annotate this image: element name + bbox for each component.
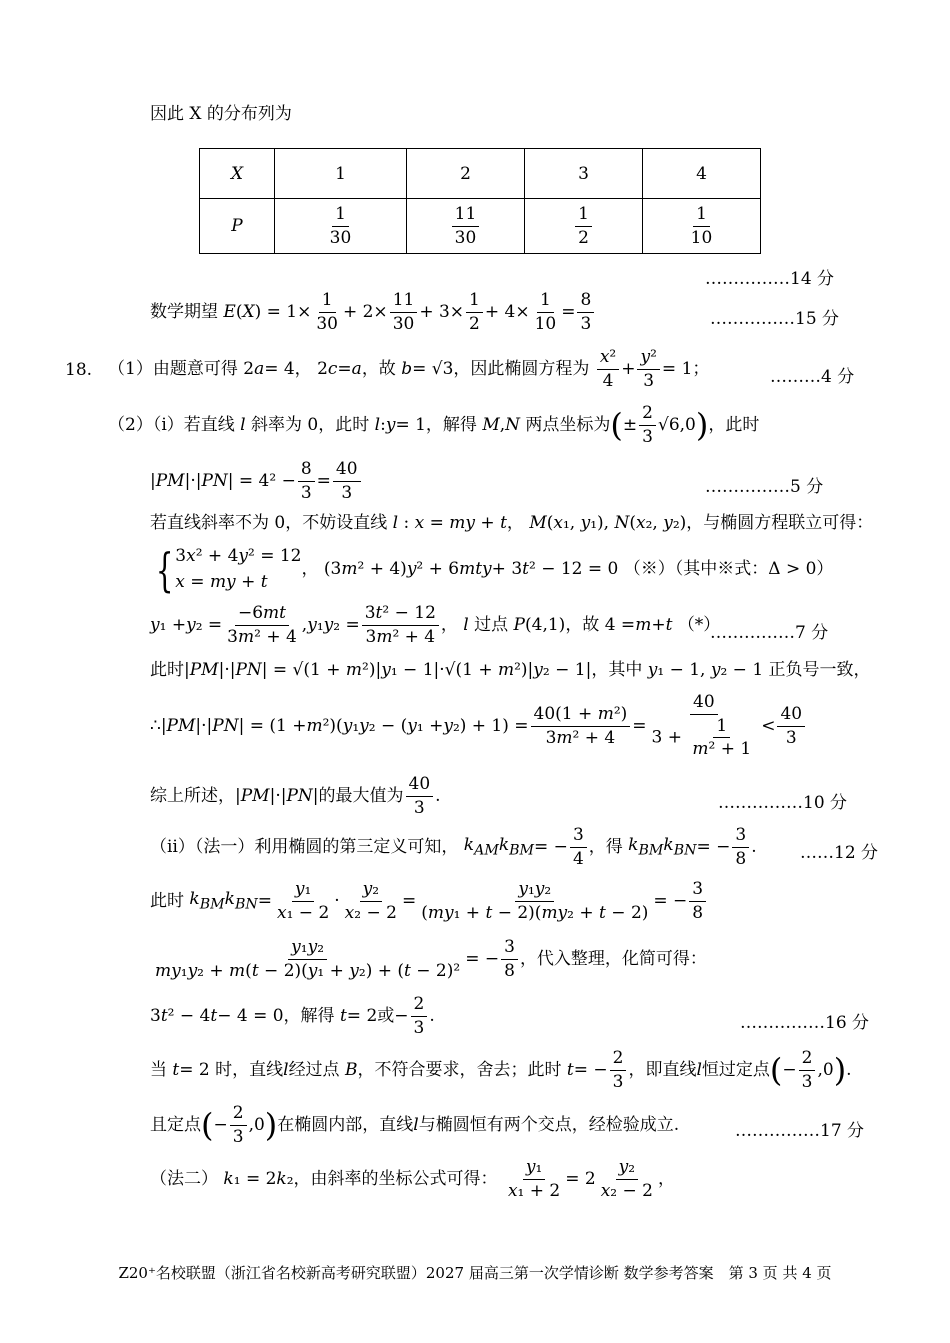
method2-line: （法二） k ₁ = 2 k ₂ ，由斜率的坐标公式可得： $\frac{\text{y₁}}{\text{x₁ + 2}}$ = 2 $\frac{\text{y₂}}{\text{x₂ − 2}}$ ，: [150, 1157, 675, 1201]
table-cell: 2: [407, 149, 525, 199]
when-line: 当 t = 2 时，直线 l 经过点 B ，不符合要求，舍去；此时 t = − $\frac{2}{3}$ ，即直线 l 恒过定点 ( − $\frac{2}{3}$ ,0 ) .: [150, 1048, 852, 1092]
page-footer: Z20⁺名校联盟（浙江省名校新高考研究联盟）2027 届高三第一次学情诊断 数学参考答案 第 3 页 共 4 页: [118, 1264, 832, 1282]
table-cell: $\frac{1}{2}$: [525, 199, 643, 254]
pm-pn-general: 此时|PM|·|PN| = √(1 + m²)|y₁ − 1|·√(1 + m²)|y₂ − 1|，其中 y₁ − 1, y₂ − 1 正负号一致，: [150, 660, 871, 680]
q18-part1: （1）由题意可得 2 a = 4， 2 c = a ，故 b = √3 ，因此椭圆方程为 $\frac{\text{x²}}{4}$ + $\frac{\text{y²}}{3}$ = 1；: [108, 347, 710, 391]
table-cell: 4: [643, 149, 761, 199]
table-cell: 1: [275, 149, 407, 199]
score-marker: ……………5 分: [705, 477, 824, 497]
expanded-line: $\frac{\text{y₁y₂}}{\text{my₁y₂ + m(t − 2)(y₁ + y₂) + (t − 2)²}}$ = − $\frac{3}{8}$ ，代入整理，化简可得：: [155, 937, 707, 981]
pm-pn-horizontal: | PM |·| PN | = 4² − $\frac{8}{3}$ = $\frac{40}{3}$: [150, 460, 363, 502]
table-row: [200, 149, 761, 199]
table-cell: $\frac{1}{10}$: [643, 199, 761, 254]
system-line: { 3x² + 4y² = 12 x = my + t ， (3 m ² + 4) y ² + 6 mty + 3 t ² − 12 = 0 （※）（其中※式：Δ > 0）: [155, 542, 834, 597]
table-cell: 3: [525, 149, 643, 199]
score-marker: ……………16 分: [740, 1013, 870, 1033]
table-row: [200, 199, 761, 254]
score-marker: ……………15 分: [710, 309, 840, 329]
score-marker: ……………10 分: [718, 793, 848, 813]
table-cell: P: [200, 199, 275, 254]
intro-text: 因此 X 的分布列为: [150, 104, 292, 124]
score-marker: ………4 分: [770, 367, 855, 387]
table-cell: $\frac{1}{30}$: [275, 199, 407, 254]
distribution-table: [199, 148, 761, 254]
score-marker: ……………14 分: [705, 269, 835, 289]
pm-pn-derivation: ∴| PM |·| PN | = (1 + m ²)( y ₁ y ₂ − ( y ₁ + y ₂) + 1) = $\frac{\text{40(1 + m²)}}{\text{3m² + 4}}$ = 40 3 + $\frac{1}{\text{m² + 1}}$ < $\frac{40}{3}$: [150, 693, 807, 759]
solve-line: 3 t ² − 4 t − 4 = 0 ，解得 t = 2 或 − $\frac{2}{3}$ .: [150, 994, 435, 1038]
slope-nonzero-line: 若直线斜率不为 0，不妨设直线 l : x = my + t， M(x₁, y₁), N(x₂, y₂)，与椭圆方程联立可得：: [150, 513, 874, 533]
slope-product-line: 此时 $k_{BM}k_{BN}$ = $\frac{\text{y₁}}{\text{x₁ − 2}}$ · $\frac{\text{y₂}}{\text{x₂ − 2}}$ = $\frac{\text{y₁y₂}}{\text{(my₁ + t − 2)(my₂ + t − 2)}}$ = − $\frac{3}{8}$: [150, 880, 708, 922]
score-marker: ……12 分: [800, 843, 879, 863]
q18-part2: （2）（ⅰ）若直线 l 斜率为 0，此时 l : y = 1 ，解得 M , N 两点坐标为 ( ± $\frac{2}{3}$ √6,0 ) ，此时: [108, 403, 760, 447]
vieta-line: y ₁ + y ₂ = $\frac{-6mt}{\text{3m² + 4}}$ , y ₁ y ₂ = $\frac{\text{3t² − 12}}{\text{3m² + 4}}$ ， l 过点 P (4,1) ，故 4 = m + t （*）: [150, 603, 721, 647]
table-cell: X: [200, 149, 275, 199]
score-marker: ……………7 分: [710, 623, 829, 643]
score-marker: ……………17 分: [735, 1121, 865, 1141]
summary-line: 综上所述， | PM |·| PN | 的最大值为 $\frac{40}{3}$ .: [150, 774, 441, 818]
part-ii-line: （ⅱ）（法一）利用椭圆的第三定义可知， $k_{AM}k_{BM}$ = − $\frac{3}{4}$ ，得 $k_{BM}k_{BN}$ = − $\frac{3}{8}$ .: [150, 825, 757, 869]
fixed-point-line: 且定点 ( − $\frac{2}{3}$ ,0 ) 在椭圆内部，直线 l 与椭圆恒有两个交点，经检验成立.: [150, 1103, 680, 1147]
expectation-line: 数学期望 E ( X ) = 1× $\frac{1}{30}$ + 2× $\frac{11}{30}$ + 3× $\frac{1}{2}$ + 4× $\frac{1}{10}$ = $\frac{8}{3}$: [150, 291, 596, 333]
q18-label: 18.: [65, 360, 93, 380]
table-cell: $\frac{11}{30}$: [407, 199, 525, 254]
